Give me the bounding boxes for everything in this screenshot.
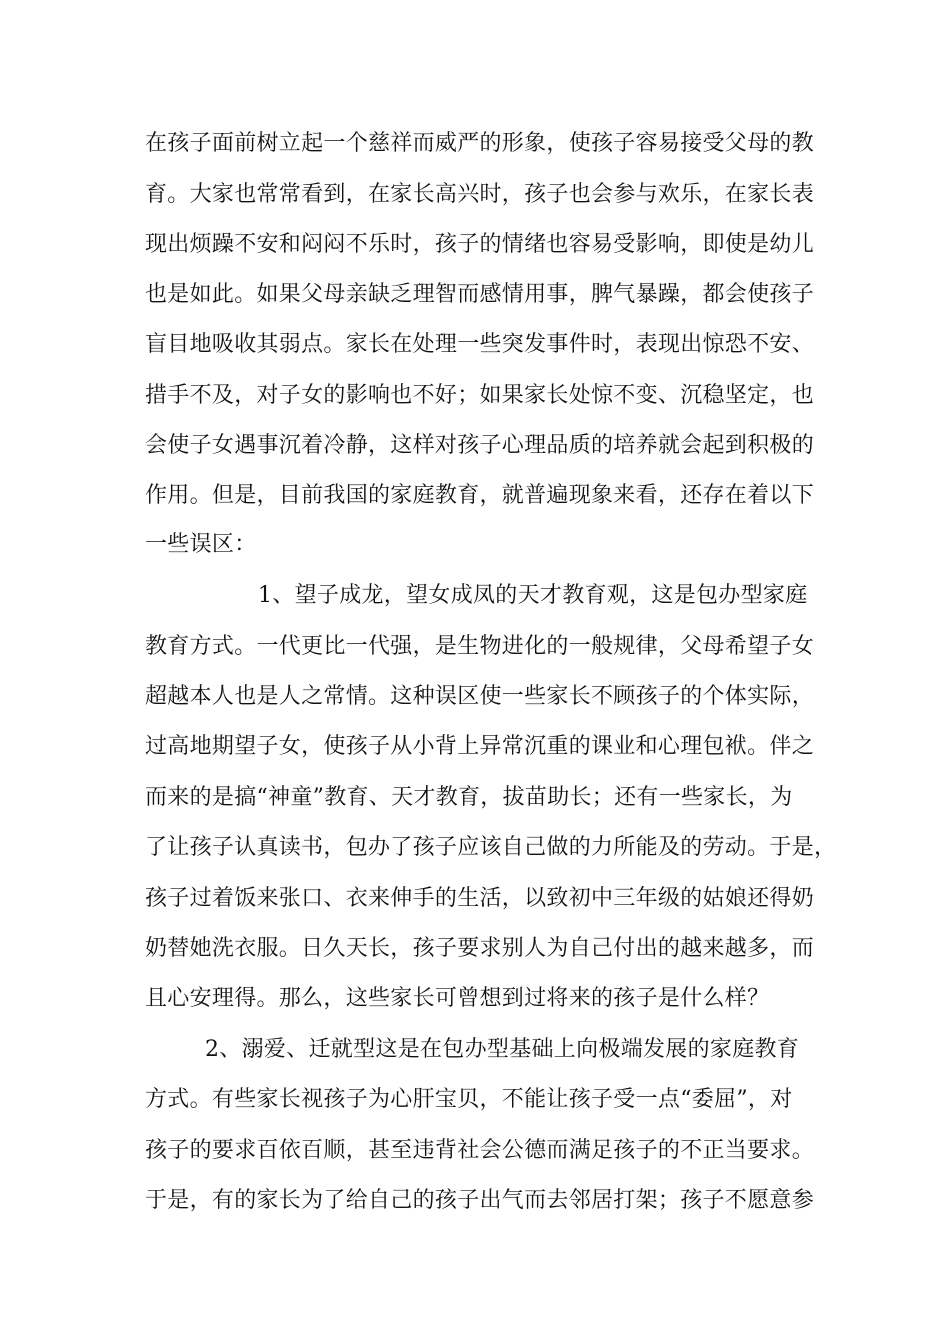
text-line: 孩子的要求百依百顺，甚至违背社会公德而满足孩子的不正当要求。 — [145, 1138, 815, 1163]
text-line: 育。大家也常常看到，在家长高兴时，孩子也会参与欢乐，在家长表 — [145, 182, 815, 207]
text-line: 作用。但是，目前我国的家庭教育，就普遍现象来看，还存在着以下 — [145, 483, 815, 508]
text-line: 超越本人也是人之常情。这种误区使一些家长不顾孩子的个体实际， — [145, 684, 815, 709]
text-line: 会使子女遇事沉着冷静，这样对孩子心理品质的培养就会起到积极的 — [145, 433, 815, 458]
text-line: 教育方式。一代更比一代强，是生物进化的一般规律，父母希望子女 — [145, 634, 815, 659]
text-line: 过高地期望子女，使孩子从小背上异常沉重的课业和心理包袱。伴之 — [145, 734, 815, 759]
text-line: 措手不及，对子女的影响也不好；如果家长处惊不变、沉稳坚定，也 — [145, 383, 815, 408]
text-line: 孩子过着饭来张口、衣来伸手的生活，以致初中三年级的姑娘还得奶 — [145, 886, 815, 911]
text-line: 在孩子面前树立起一个慈祥而威严的形象，使孩子容易接受父母的教 — [145, 131, 815, 156]
text-line: 而来的是搞“神童”教育、天才教育，拔苗助长；还有一些家长，为 — [145, 785, 793, 810]
text-line: 了让孩子认真读书，包办了孩子应该自己做的力所能及的劳动。于是， — [145, 835, 837, 860]
text-line: 盲目地吸收其弱点。家长在处理一些突发事件时，表现出惊恐不安、 — [145, 332, 815, 357]
text-line: 2、溺爱、迁就型这是在包办型基础上向极端发展的家庭教育 — [205, 1037, 800, 1062]
text-line: 且心安理得。那么，这些家长可曾想到过将来的孩子是什么样？ — [145, 986, 770, 1011]
text-line: 于是，有的家长为了给自己的孩子出气而去邻居打架；孩子不愿意参 — [145, 1188, 815, 1213]
text-line: 奶替她洗衣服。日久天长，孩子要求别人为自己付出的越来越多，而 — [145, 936, 815, 961]
text-line: 一些误区： — [145, 532, 257, 557]
text-line: 现出烦躁不安和闷闷不乐时，孩子的情绪也容易受影响，即使是幼儿 — [145, 232, 815, 257]
text-line: 方式。有些家长视孩子为心肝宝贝，不能让孩子受一点“委屈”，对 — [145, 1087, 793, 1112]
text-line: 1、望子成龙，望女成凤的天才教育观，这是包办型家庭 — [258, 583, 808, 608]
text-line: 也是如此。如果父母亲缺乏理智而感情用事，脾气暴躁，都会使孩子 — [145, 282, 815, 307]
